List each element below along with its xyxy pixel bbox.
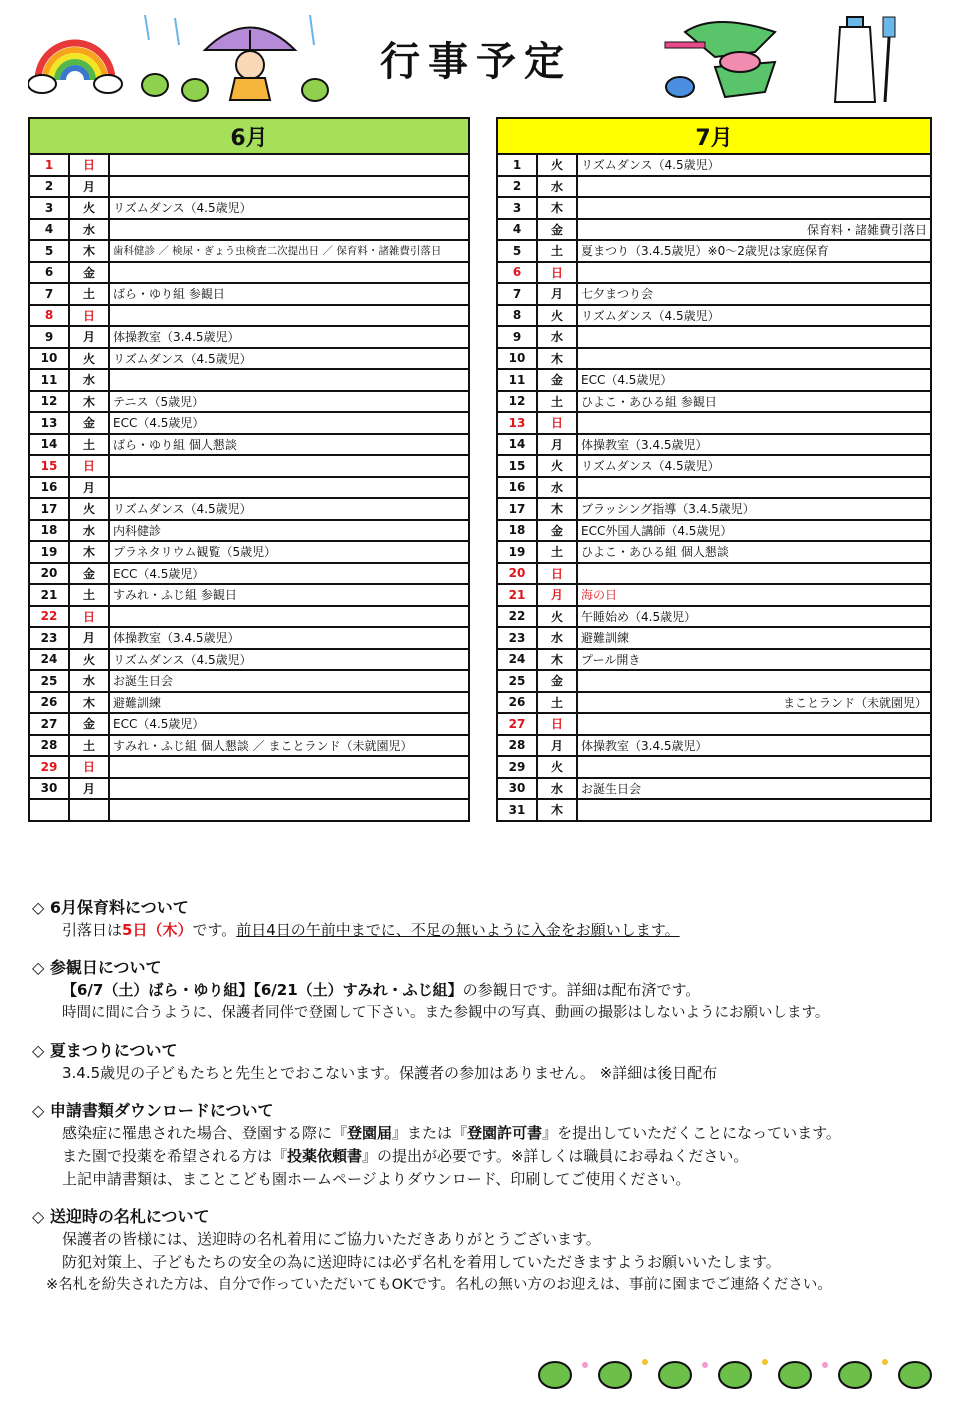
weekday: 日 xyxy=(537,713,577,735)
event-text: まことランド（未就園児） xyxy=(577,692,931,714)
weekday: 土 xyxy=(69,434,109,456)
weekday: 月 xyxy=(537,283,577,305)
day-number: 27 xyxy=(497,713,537,735)
calendar-row xyxy=(29,391,469,413)
day-number: 11 xyxy=(497,369,537,391)
day-number: 28 xyxy=(497,735,537,757)
nametag-line-2: 防犯対策上、子どもたちの安全の為に送迎時には必ず名札を着用していただきますようお願いいたします。 xyxy=(62,1253,781,1271)
event-text: 内科健診 xyxy=(109,520,469,542)
event-text xyxy=(577,563,931,585)
nametag-line-1: 保護者の皆様には、送迎時の名札着用にご協力いただきありがとうございます。 xyxy=(62,1230,601,1248)
weekday: 金 xyxy=(537,520,577,542)
event-text xyxy=(577,477,931,499)
day-number: 1 xyxy=(29,154,69,176)
weekday: 月 xyxy=(69,477,109,499)
weekday: 水 xyxy=(69,520,109,542)
event-text: ばら・ゆり組 個人懇談 xyxy=(109,434,469,456)
day-number: 8 xyxy=(29,305,69,327)
day-number xyxy=(29,799,69,821)
event-text: リズムダンス（4.5歳児） xyxy=(109,498,469,520)
event-text: すみれ・ふじ組 参観日 xyxy=(109,584,469,606)
calendar-row xyxy=(29,326,469,348)
weekday: 火 xyxy=(69,498,109,520)
weekday: 木 xyxy=(69,541,109,563)
event-text: ECC（4.5歳児） xyxy=(109,563,469,585)
event-text xyxy=(577,326,931,348)
calendar-row xyxy=(497,778,931,800)
event-text: 体操教室（3.4.5歳児） xyxy=(577,434,931,456)
calendar-row xyxy=(497,584,931,606)
weekday: 金 xyxy=(537,670,577,692)
day-number: 23 xyxy=(497,627,537,649)
day-number: 9 xyxy=(497,326,537,348)
weekday: 日 xyxy=(69,154,109,176)
event-text: 七夕まつり会 xyxy=(577,283,931,305)
form-medication: 投薬依頼書 xyxy=(287,1147,363,1165)
calendar-row xyxy=(497,240,931,262)
weekday: 金 xyxy=(537,369,577,391)
event-text xyxy=(109,305,469,327)
event-text: プール開き xyxy=(577,649,931,671)
calendar-row xyxy=(29,197,469,219)
calendar-row xyxy=(29,434,469,456)
day-number: 13 xyxy=(497,412,537,434)
fee-deadline: 前日4日の午前中までに、不足の無いように入金をお願いします。 xyxy=(236,921,680,939)
event-text: 体操教室（3.4.5歳児） xyxy=(577,735,931,757)
weekday: 木 xyxy=(537,649,577,671)
weekday: 金 xyxy=(537,219,577,241)
day-number: 3 xyxy=(497,197,537,219)
forms-line-2 xyxy=(32,1145,942,1168)
weekday: 木 xyxy=(537,197,577,219)
forms-text-2a: また園で投薬を希望される方は『 xyxy=(62,1147,288,1165)
event-text: 午睡始め（4.5歳児） xyxy=(577,606,931,628)
event-text: 体操教室（3.4.5歳児） xyxy=(109,326,469,348)
event-text xyxy=(109,262,469,284)
day-number: 15 xyxy=(497,455,537,477)
notes-section xyxy=(32,896,942,1297)
weekday: 月 xyxy=(69,176,109,198)
forms-text-1a: 感染症に罹患された場合、登園する際に『 xyxy=(62,1124,348,1142)
day-number: 14 xyxy=(497,434,537,456)
event-text xyxy=(109,219,469,241)
calendar-row xyxy=(29,627,469,649)
calendar-row xyxy=(497,713,931,735)
weekday: 日 xyxy=(537,563,577,585)
event-text: 夏まつり（3.4.5歳児）※0〜2歳児は家庭保育 xyxy=(577,240,931,262)
day-number: 15 xyxy=(29,455,69,477)
forms-text-1c: 』または『 xyxy=(392,1124,468,1142)
calendar-row xyxy=(29,412,469,434)
calendar-row xyxy=(497,176,931,198)
weekday: 火 xyxy=(537,756,577,778)
frogs-decoration-icon xyxy=(530,1350,940,1395)
event-text xyxy=(577,262,931,284)
calendar-row xyxy=(29,176,469,198)
day-number: 2 xyxy=(29,176,69,198)
day-number: 10 xyxy=(29,348,69,370)
event-text xyxy=(577,348,931,370)
calendar-row xyxy=(29,692,469,714)
day-number: 21 xyxy=(497,584,537,606)
weekday: 月 xyxy=(537,584,577,606)
day-number: 19 xyxy=(29,541,69,563)
day-number: 23 xyxy=(29,627,69,649)
weekday: 日 xyxy=(69,756,109,778)
weekday: 土 xyxy=(69,283,109,305)
day-number: 6 xyxy=(497,262,537,284)
day-number: 5 xyxy=(497,240,537,262)
child-umbrella-frogs-icon xyxy=(135,10,340,105)
calendar-row xyxy=(29,541,469,563)
weekday: 火 xyxy=(537,455,577,477)
event-text xyxy=(109,606,469,628)
event-text xyxy=(109,455,469,477)
calendar-row xyxy=(29,348,469,370)
rainbow-icon xyxy=(28,18,123,98)
event-text: プラネタリウム観覧（5歳児） xyxy=(109,541,469,563)
day-number: 10 xyxy=(497,348,537,370)
summer-line: 3.4.5歳児の子どもたちと先生とでおこないます。保護者の参加はありません。 ※詳細は後日配布 xyxy=(62,1064,718,1082)
weekday: 土 xyxy=(69,584,109,606)
day-number: 24 xyxy=(497,649,537,671)
visit-line-1 xyxy=(32,979,942,1002)
event-text: リズムダンス（4.5歳児） xyxy=(577,455,931,477)
day-number: 11 xyxy=(29,369,69,391)
event-text xyxy=(577,197,931,219)
weekday: 水 xyxy=(537,326,577,348)
day-number: 8 xyxy=(497,305,537,327)
day-number: 28 xyxy=(29,735,69,757)
weekday: 水 xyxy=(537,778,577,800)
event-text: ECC（4.5歳児） xyxy=(109,412,469,434)
weekday: 土 xyxy=(537,391,577,413)
weekday: 火 xyxy=(537,305,577,327)
forms-line-1 xyxy=(32,1122,942,1145)
visit-text: の参観日です。詳細は配布済です。 xyxy=(462,981,701,999)
calendar-row xyxy=(497,756,931,778)
day-number: 7 xyxy=(29,283,69,305)
day-number: 13 xyxy=(29,412,69,434)
weekday: 月 xyxy=(537,735,577,757)
event-text: ばら・ゆり組 参観日 xyxy=(109,283,469,305)
visit-classes: 【6/7（土）ばら・ゆり組】【6/21（土）すみれ・ふじ組】 xyxy=(62,981,463,999)
calendar-row xyxy=(497,283,931,305)
event-text: すみれ・ふじ組 個人懇談 ／ まことランド（未就園児） xyxy=(109,735,469,757)
weekday: 火 xyxy=(69,649,109,671)
day-number: 31 xyxy=(497,799,537,821)
event-text: 保育料・諸雑費引落日 xyxy=(577,219,931,241)
event-text: 避難訓練 xyxy=(577,627,931,649)
forms-heading: ◇ 申請書類ダウンロードについて xyxy=(32,1101,274,1120)
event-text: 避難訓練 xyxy=(109,692,469,714)
weekday: 土 xyxy=(537,240,577,262)
calendar-row xyxy=(29,455,469,477)
weekday: 水 xyxy=(69,670,109,692)
fee-text: 引落日は xyxy=(62,921,123,939)
day-number: 22 xyxy=(497,606,537,628)
day-number: 26 xyxy=(29,692,69,714)
weekday: 土 xyxy=(537,692,577,714)
day-number: 26 xyxy=(497,692,537,714)
day-number: 22 xyxy=(29,606,69,628)
calendar-row xyxy=(497,348,931,370)
day-number: 7 xyxy=(497,283,537,305)
calendar-row xyxy=(497,520,931,542)
fee-text-end: です。 xyxy=(192,921,237,939)
event-text: リズムダンス（4.5歳児） xyxy=(577,154,931,176)
day-number: 29 xyxy=(497,756,537,778)
calendar-row xyxy=(497,627,931,649)
calendar-row xyxy=(29,477,469,499)
weekday: 金 xyxy=(69,713,109,735)
weekday: 日 xyxy=(537,262,577,284)
calendar-row xyxy=(497,541,931,563)
event-text xyxy=(577,176,931,198)
visit-line-2: 時間に間に合うように、保護者同伴で登園して下さい。また参観中の写真、動画の撮影はしないようにお願いします。 xyxy=(62,1005,830,1021)
summer-heading: ◇ 夏まつりについて xyxy=(32,1041,178,1060)
day-number: 27 xyxy=(29,713,69,735)
event-text xyxy=(109,799,469,821)
event-text: お誕生日会 xyxy=(109,670,469,692)
weekday: 木 xyxy=(537,498,577,520)
day-number: 14 xyxy=(29,434,69,456)
calendar-row xyxy=(497,477,931,499)
day-number: 3 xyxy=(29,197,69,219)
event-text xyxy=(577,756,931,778)
nametag-heading: ◇ 送迎時の名札について xyxy=(32,1207,210,1226)
event-text: 海の日 xyxy=(577,584,931,606)
weekday: 月 xyxy=(69,778,109,800)
weekday: 月 xyxy=(69,627,109,649)
weekday: 月 xyxy=(69,326,109,348)
event-text: 体操教室（3.4.5歳児） xyxy=(109,627,469,649)
event-text: ブラッシング指導（3.4.5歳児） xyxy=(577,498,931,520)
calendar-row xyxy=(497,606,931,628)
calendar-row xyxy=(29,584,469,606)
day-number: 9 xyxy=(29,326,69,348)
day-number: 24 xyxy=(29,649,69,671)
event-text xyxy=(577,799,931,821)
july-header: 7月 xyxy=(497,118,931,154)
event-text: お誕生日会 xyxy=(577,778,931,800)
calendar-row xyxy=(29,305,469,327)
day-number: 16 xyxy=(29,477,69,499)
day-number: 25 xyxy=(497,670,537,692)
event-text xyxy=(109,477,469,499)
day-number: 25 xyxy=(29,670,69,692)
fee-date: 5日（木） xyxy=(122,921,193,939)
june-header: 6月 xyxy=(29,118,469,154)
day-number: 6 xyxy=(29,262,69,284)
july-calendar xyxy=(496,117,932,822)
form-entry-notice: 登園届 xyxy=(347,1124,393,1142)
weekday: 水 xyxy=(537,176,577,198)
weekday: 土 xyxy=(537,541,577,563)
calendar-row xyxy=(29,154,469,176)
weekday: 金 xyxy=(69,563,109,585)
event-text: ECC（4.5歳児） xyxy=(109,713,469,735)
day-number: 20 xyxy=(497,563,537,585)
calendar-row xyxy=(29,262,469,284)
event-text xyxy=(109,176,469,198)
event-text xyxy=(577,670,931,692)
calendar-row xyxy=(497,670,931,692)
calendar-row xyxy=(29,735,469,757)
day-number: 4 xyxy=(29,219,69,241)
weekday: 水 xyxy=(69,369,109,391)
day-number: 12 xyxy=(29,391,69,413)
day-number: 20 xyxy=(29,563,69,585)
day-number: 17 xyxy=(497,498,537,520)
weekday: 日 xyxy=(69,305,109,327)
calendar-row xyxy=(29,498,469,520)
calendar-row xyxy=(497,197,931,219)
event-text: テニス（5歳児） xyxy=(109,391,469,413)
event-text: リズムダンス（4.5歳児） xyxy=(577,305,931,327)
calendar-row xyxy=(29,799,469,821)
calendar-row xyxy=(497,498,931,520)
event-text: リズムダンス（4.5歳児） xyxy=(109,348,469,370)
weekday: 日 xyxy=(537,412,577,434)
forms-line-3: 上記申請書類は、まことこども園ホームページよりダウンロード、印刷してご使用ください。 xyxy=(62,1170,691,1188)
day-number: 5 xyxy=(29,240,69,262)
weekday: 木 xyxy=(69,240,109,262)
weekday: 金 xyxy=(69,262,109,284)
event-text xyxy=(577,713,931,735)
weekday: 日 xyxy=(69,455,109,477)
day-number: 30 xyxy=(497,778,537,800)
day-number: 16 xyxy=(497,477,537,499)
weekday: 木 xyxy=(537,799,577,821)
calendar-row xyxy=(497,735,931,757)
visit-heading: ◇ 参観日について xyxy=(32,958,162,977)
weekday: 火 xyxy=(69,197,109,219)
crocodile-toothbrush-icon xyxy=(655,12,795,107)
calendar-row xyxy=(29,240,469,262)
day-number: 29 xyxy=(29,756,69,778)
weekday: 木 xyxy=(537,348,577,370)
calendar-row xyxy=(497,649,931,671)
calendar-row xyxy=(29,778,469,800)
form-entry-permit: 登園許可書 xyxy=(467,1124,543,1142)
day-number: 21 xyxy=(29,584,69,606)
fee-heading: ◇ 6月保育料について xyxy=(32,898,189,917)
calendar-row xyxy=(497,154,931,176)
calendar-row xyxy=(29,649,469,671)
calendar-row xyxy=(497,369,931,391)
day-number: 12 xyxy=(497,391,537,413)
page-title: 行事予定 xyxy=(380,39,572,85)
event-text xyxy=(577,412,931,434)
calendar-row xyxy=(29,283,469,305)
event-text: ひよこ・あひる組 個人懇談 xyxy=(577,541,931,563)
event-text: ECC外国人講師（4.5歳児） xyxy=(577,520,931,542)
day-number: 18 xyxy=(497,520,537,542)
calendar-row xyxy=(497,412,931,434)
calendar-row xyxy=(29,369,469,391)
calendar-row xyxy=(497,262,931,284)
day-number: 2 xyxy=(497,176,537,198)
calendar-row xyxy=(497,799,931,821)
event-text xyxy=(109,778,469,800)
event-text xyxy=(109,154,469,176)
calendar-row xyxy=(29,606,469,628)
calendar-row xyxy=(497,692,931,714)
calendar-row xyxy=(29,219,469,241)
event-text xyxy=(109,756,469,778)
day-number: 1 xyxy=(497,154,537,176)
day-number: 30 xyxy=(29,778,69,800)
calendar-row xyxy=(497,326,931,348)
forms-text-2c: 』の提出が必要です。※詳しくは職員にお尋ねください。 xyxy=(362,1147,749,1165)
event-text: リズムダンス（4.5歳児） xyxy=(109,649,469,671)
weekday: 火 xyxy=(537,154,577,176)
day-number: 4 xyxy=(497,219,537,241)
calendar-row xyxy=(497,563,931,585)
calendar-row xyxy=(497,219,931,241)
day-number: 17 xyxy=(29,498,69,520)
weekday: 木 xyxy=(69,692,109,714)
weekday: 金 xyxy=(69,412,109,434)
nametag-line-3: ※名札を紛失された方は、自分で作っていただいてもOKです。名札の無い方のお迎えは、事前に園までご連絡ください。 xyxy=(46,1277,832,1293)
calendar-row xyxy=(497,434,931,456)
event-text xyxy=(109,369,469,391)
event-text: 歯科健診 ／ 検尿・ぎょう虫検査二次提出日 ／ 保育料・諸雑費引落日 xyxy=(109,240,469,262)
calendar-row xyxy=(29,563,469,585)
weekday: 水 xyxy=(537,627,577,649)
day-number: 18 xyxy=(29,520,69,542)
weekday: 土 xyxy=(69,735,109,757)
june-calendar xyxy=(28,117,470,822)
weekday xyxy=(69,799,109,821)
day-number: 19 xyxy=(497,541,537,563)
calendar-row xyxy=(497,455,931,477)
calendar-row xyxy=(29,670,469,692)
fee-line xyxy=(32,919,942,942)
calendar-row xyxy=(497,305,931,327)
calendar-row xyxy=(497,391,931,413)
weekday: 火 xyxy=(537,606,577,628)
weekday: 日 xyxy=(69,606,109,628)
toothpaste-icon xyxy=(815,12,905,107)
weekday: 月 xyxy=(537,434,577,456)
weekday: 木 xyxy=(69,391,109,413)
weekday: 火 xyxy=(69,348,109,370)
calendar-row xyxy=(29,520,469,542)
event-text: リズムダンス（4.5歳児） xyxy=(109,197,469,219)
calendar-row xyxy=(29,756,469,778)
event-text: ECC（4.5歳児） xyxy=(577,369,931,391)
forms-text-1e: 』を提出していただくことになっています。 xyxy=(542,1124,841,1142)
weekday: 水 xyxy=(537,477,577,499)
weekday: 水 xyxy=(69,219,109,241)
event-text: ひよこ・あひる組 参観日 xyxy=(577,391,931,413)
calendar-row xyxy=(29,713,469,735)
